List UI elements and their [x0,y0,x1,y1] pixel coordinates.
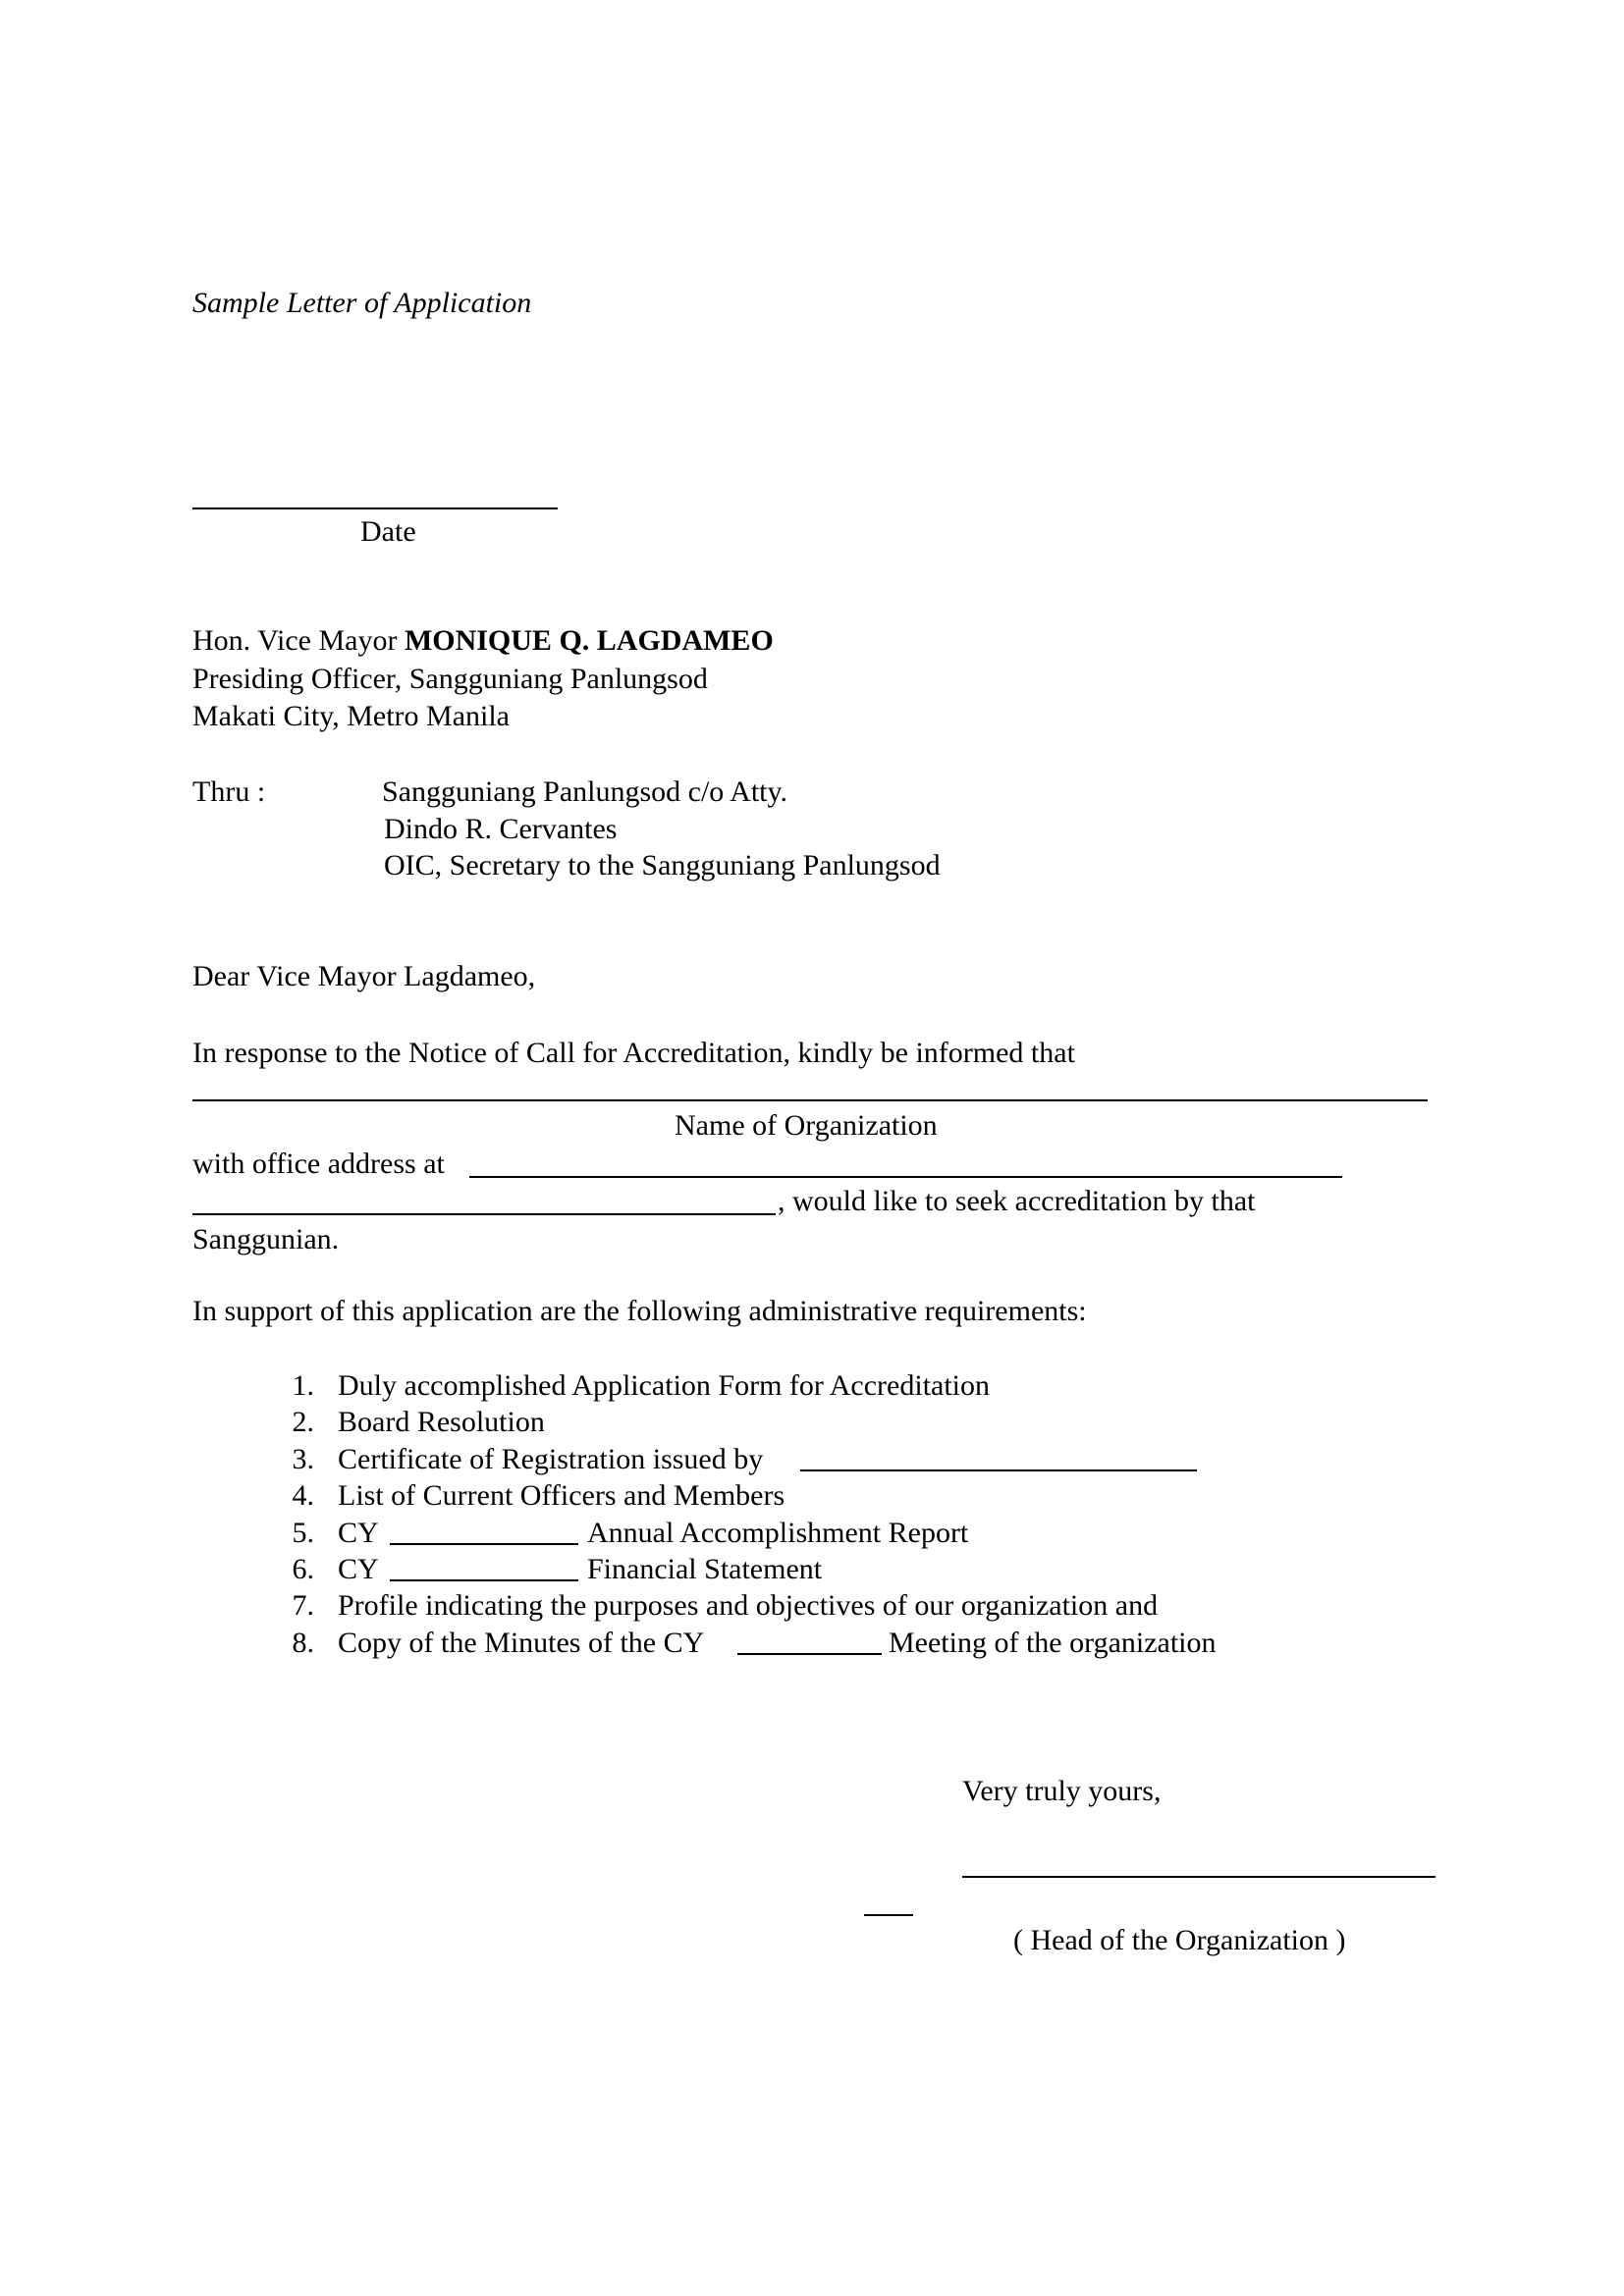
signature-blank[interactable] [962,1876,1435,1878]
minutes-year-blank[interactable] [737,1653,882,1655]
list-item: Duly accomplished Application Form for Accreditation [338,1369,991,1402]
thru-line-1: Sangguniang Panlungsod c/o Atty. [382,775,788,808]
list-item-prefix: CY [338,1553,379,1585]
addressee-line-3: Makati City, Metro Manila [192,700,510,732]
organization-name-caption: Name of Organization [675,1109,938,1142]
office-address-blank-2[interactable] [192,1213,776,1215]
thru-line-3: OIC, Secretary to the Sangguniang Panlungsod [384,849,941,881]
salutation: Dear Vice Mayor Lagdameo, [192,960,536,992]
accomplishment-year-blank[interactable] [390,1543,578,1545]
closing: Very truly yours, [962,1775,1162,1807]
addressee-line-1 [192,626,774,656]
office-address-blank-1[interactable] [469,1176,1342,1178]
addressee-name: MONIQUE Q. LAGDAMEO [404,624,774,657]
list-item-number: 3. [292,1443,314,1475]
list-item-suffix: Annual Accomplishment Report [587,1517,969,1549]
office-address-label: with office address at [192,1148,445,1180]
list-item: List of Current Officers and Members [338,1479,785,1512]
addressee-prefix: Hon. Vice Mayor [192,624,405,657]
organization-name-blank[interactable] [192,1099,1428,1101]
financial-year-blank[interactable] [390,1579,578,1581]
seek-accreditation-text: , would like to seek accreditation by that [778,1185,1256,1217]
registration-issuer-blank[interactable] [800,1469,1197,1471]
document-title: Sample Letter of Application [192,287,532,319]
list-item-prefix: Copy of the Minutes of the CY [338,1627,705,1659]
date-caption: Date [360,515,416,548]
list-item-number: 4. [292,1479,314,1512]
list-item: Board Resolution [338,1406,545,1438]
list-item-suffix: Financial Statement [587,1553,823,1585]
thru-line-2: Dindo R. Cervantes [384,813,618,845]
sanggunian-text: Sanggunian. [192,1223,340,1255]
support-paragraph: In support of this application are the following administrative requirements: [192,1295,1087,1327]
list-item-number: 6. [292,1553,314,1585]
list-item-number: 8. [292,1627,314,1659]
list-item-number: 7. [292,1589,314,1622]
signatory-caption: ( Head of the Organization ) [1013,1924,1346,1956]
list-item: Certificate of Registration issued by [338,1443,764,1475]
date-blank[interactable] [192,507,558,509]
list-item-number: 2. [292,1406,314,1438]
list-item-number: 1. [292,1369,314,1402]
list-item-number: 5. [292,1517,314,1549]
list-item: Profile indicating the purposes and objectives of our organization and [338,1589,1159,1622]
list-item-suffix: Meeting of the organization [889,1627,1217,1659]
addressee-line-2: Presiding Officer, Sangguniang Panlungsod [192,663,708,695]
divider-short [864,1914,913,1916]
intro-paragraph: In response to the Notice of Call for Accreditation, kindly be informed that [192,1037,1075,1069]
list-item-prefix: CY [338,1517,379,1549]
thru-label: Thru : [192,775,266,808]
